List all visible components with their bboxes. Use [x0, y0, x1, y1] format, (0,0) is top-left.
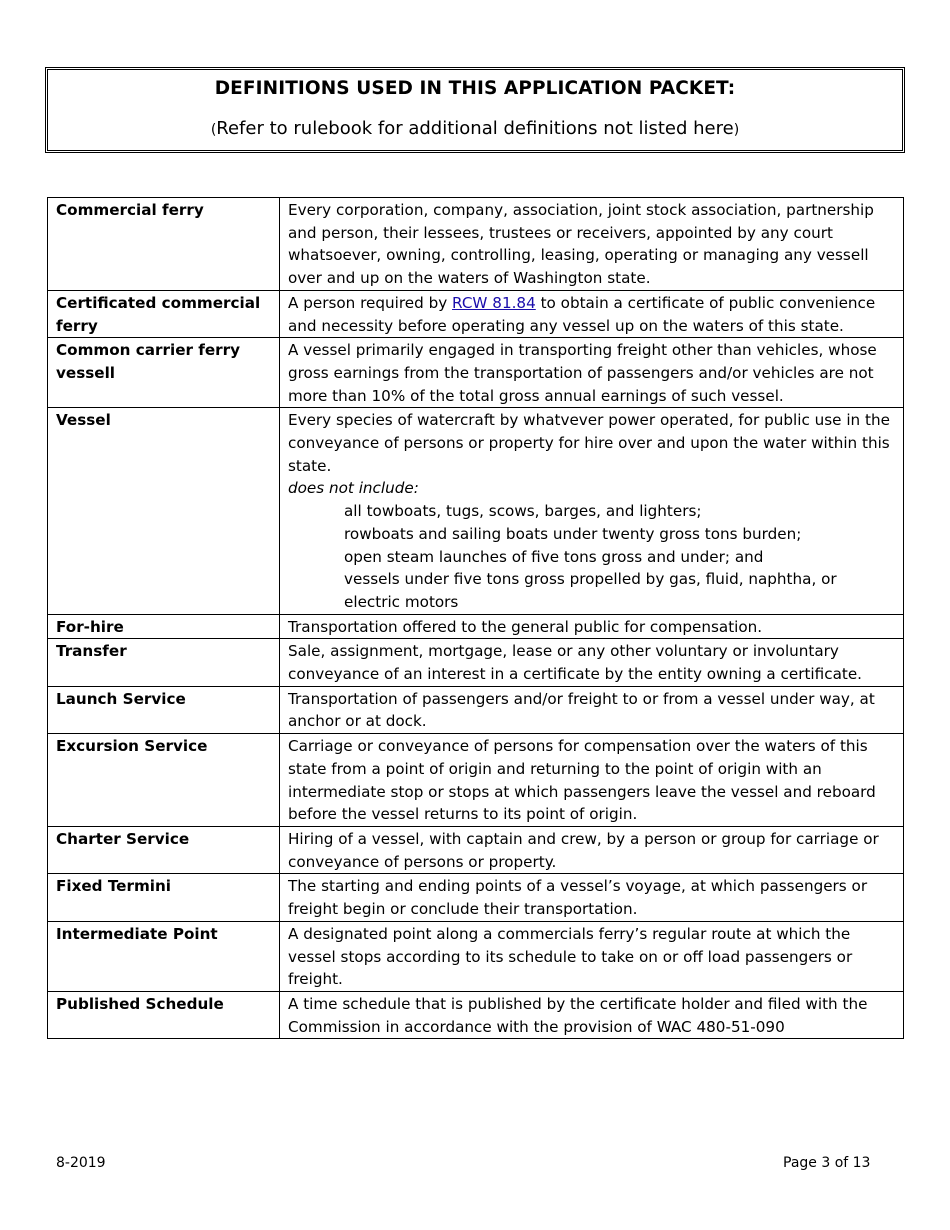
definition-cell: Every corporation, company, association, joint stock association, partnership and person, their lessees, trustees or receivers, appointed by any court whatsoever, owning, controlling, leasing, operating or managing any vessell over and up on the waters of Washington state.	[280, 198, 904, 291]
term-cell: Excursion Service	[48, 734, 280, 827]
term-cell: Transfer	[48, 639, 280, 686]
definition-text: A person required by	[288, 293, 453, 312]
table-row	[48, 198, 904, 291]
definition-cell: A designated point along a commercials ferry’s regular route at which the vessel stops according to its schedule to take on or off load passengers or freight.	[280, 921, 904, 991]
exclusion-item: vessels under five tons gross propelled by gas, fluid, naphtha, or electric motors	[344, 570, 837, 611]
definition-text: Every species of watercraft by whatvever power operated, for public use in the conveyance of persons or property for hire over and upon the water within this state.	[288, 411, 890, 475]
table-row	[48, 734, 904, 827]
term-cell: Fixed Termini	[48, 874, 280, 921]
exclusion-item: rowboats and sailing boats under twenty gross tons burden;	[344, 524, 802, 543]
definition-cell: A vessel primarily engaged in transporting freight other than vehicles, whose gross earnings from the transportation of passengers and/or vehicles are not more than 10% of the total gross annual earnings of such vessel.	[280, 338, 904, 408]
definition-cell: Transportation offered to the general public for compensation.	[280, 614, 904, 639]
table-row	[48, 338, 904, 408]
subtitle-open-paren: (	[210, 122, 217, 138]
page-title: DEFINITIONS USED IN THIS APPLICATION PACKET:	[214, 78, 736, 99]
subtitle-text: Refer to rulebook for additional definitions not listed here	[216, 118, 734, 139]
table-row	[48, 408, 904, 614]
footer-date: 8-2019	[56, 1155, 106, 1171]
definition-cell	[280, 408, 904, 614]
definitions-header-box	[45, 67, 905, 153]
term-cell: Certificated commercial ferry	[48, 290, 280, 337]
table-row	[48, 639, 904, 686]
table-row	[48, 686, 904, 733]
subtitle-close-paren: )	[733, 122, 740, 138]
rcw-81-84-link[interactable]: RCW 81.84	[452, 293, 536, 312]
term-cell: Commercial ferry	[48, 198, 280, 291]
term-cell: Common carrier ferry vessell	[48, 338, 280, 408]
header-subtitle	[48, 118, 902, 139]
definition-cell: The starting and ending points of a vessel’s voyage, at which passengers or freight begin or conclude their transportation.	[280, 874, 904, 921]
exclusion-label: does not include:	[288, 479, 419, 498]
definition-cell	[280, 290, 904, 337]
definition-cell: A time schedule that is published by the certificate holder and filed with the Commission in accordance with the provision of WAC 480-51-090	[280, 991, 904, 1038]
table-row	[48, 614, 904, 639]
definition-cell: Sale, assignment, mortgage, lease or any other voluntary or involuntary conveyance of an interest in a certificate by the entity owning a certificate.	[280, 639, 904, 686]
definition-cell: Carriage or conveyance of persons for compensation over the waters of this state from a point of origin and returning to the point of origin with an intermediate stop or stops at which passengers leave the vessel and reboard before the vessel returns to its point of origin.	[280, 734, 904, 827]
table-row	[48, 290, 904, 337]
exclusion-item: all towboats, tugs, scows, barges, and lighters;	[344, 502, 702, 521]
exclusion-item: open steam launches of five tons gross and under; and	[344, 547, 764, 566]
term-cell: Launch Service	[48, 686, 280, 733]
table-row	[48, 991, 904, 1038]
definition-text: to obtain a certificate of public convenience and necessity before operating any vessel up on the waters of this state.	[288, 293, 876, 335]
table-row	[48, 826, 904, 873]
table-row	[48, 921, 904, 991]
definition-cell: Hiring of a vessel, with captain and crew, by a person or group for carriage or conveyance of persons or property.	[280, 826, 904, 873]
footer-page-number: Page 3 of 13	[783, 1155, 871, 1171]
term-cell: Charter Service	[48, 826, 280, 873]
term-cell: Published Schedule	[48, 991, 280, 1038]
term-cell: Vessel	[48, 408, 280, 614]
term-cell: Intermediate Point	[48, 921, 280, 991]
definitions-table	[47, 197, 904, 1039]
table-row	[48, 874, 904, 921]
term-cell: For-hire	[48, 614, 280, 639]
definition-cell: Transportation of passengers and/or freight to or from a vessel under way, at anchor or at dock.	[280, 686, 904, 733]
